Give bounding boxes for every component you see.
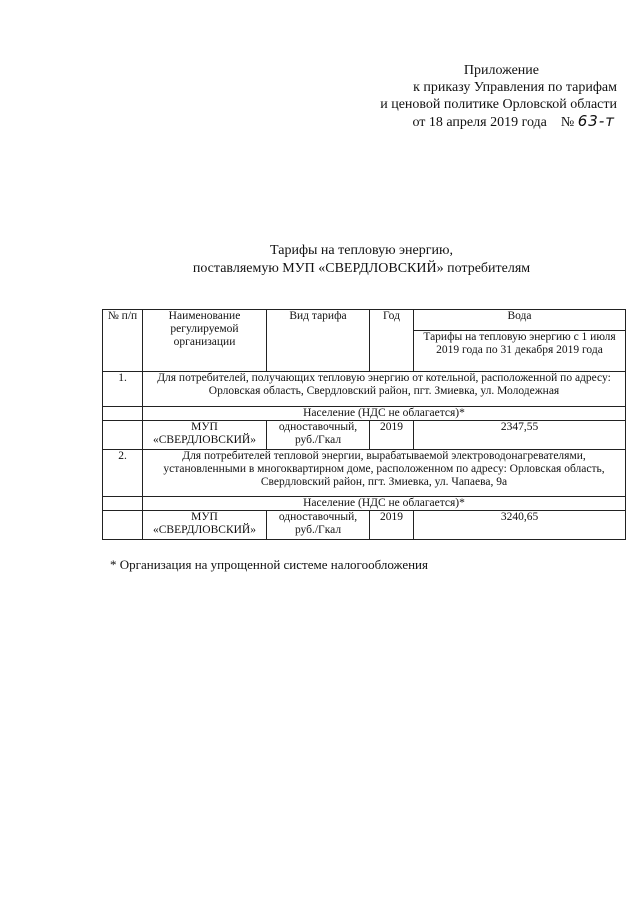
header-water-subtitle: Тарифы на тепловую энергию с 1 июля 2019 года по 31 декабря 2019 года bbox=[414, 331, 626, 372]
section-description: Для потребителей тепловой энергии, вырабатываемой электроводонагревателями, установленными в многоквартирном доме, расположенном по адресу: Орловская область, Свердловский район, пгт. Змиевка, ул. Чапаева, 9а bbox=[143, 450, 626, 497]
header-num: № п/п bbox=[103, 310, 143, 372]
appendix-block bbox=[297, 62, 617, 131]
order-number-handwritten: 63-т bbox=[577, 112, 615, 130]
tariff-type: одноставочный, руб./Гкал bbox=[267, 511, 370, 540]
header-tariff-type: Вид тарифа bbox=[267, 310, 370, 372]
table-row bbox=[103, 372, 626, 407]
tariff-table bbox=[102, 309, 626, 540]
header-water: Вода bbox=[414, 310, 626, 331]
title-line-1: Тарифы на тепловую энергию, bbox=[270, 243, 453, 258]
org-name: МУП «СВЕРДЛОВСКИЙ» bbox=[143, 421, 267, 450]
table-row bbox=[103, 450, 626, 497]
org-name: МУП «СВЕРДЛОВСКИЙ» bbox=[143, 511, 267, 540]
tariff-value: 3240,65 bbox=[414, 511, 626, 540]
appendix-date-line bbox=[297, 113, 615, 131]
header-org: Наименование регулируемой организации bbox=[143, 310, 267, 372]
table-row bbox=[103, 511, 626, 540]
appendix-order-reference: к приказу Управления по тарифам bbox=[413, 80, 617, 95]
footnote: * Организация на упрощенной системе налогообложения bbox=[110, 557, 428, 572]
header-year: Год bbox=[370, 310, 414, 372]
tariff-year: 2019 bbox=[370, 421, 414, 450]
order-number-label: № bbox=[560, 115, 575, 130]
table-row bbox=[103, 421, 626, 450]
title-line-2: поставляемую МУП «СВЕРДЛОВСКИЙ» потребителям bbox=[192, 261, 531, 276]
tariff-year: 2019 bbox=[370, 511, 414, 540]
table-row bbox=[103, 407, 626, 421]
population-label: Население (НДС не облагается)* bbox=[143, 497, 626, 511]
section-number: 2. bbox=[103, 450, 143, 497]
document-title bbox=[0, 242, 639, 278]
table-row bbox=[103, 497, 626, 511]
appendix-date: от 18 апреля 2019 года bbox=[412, 115, 547, 130]
tariff-value: 2347,55 bbox=[414, 421, 626, 450]
table-header-row bbox=[103, 310, 626, 331]
appendix-authority: и ценовой политике Орловской области bbox=[380, 97, 617, 112]
population-label: Население (НДС не облагается)* bbox=[143, 407, 626, 421]
appendix-title: Приложение bbox=[463, 63, 539, 78]
section-description: Для потребителей, получающих тепловую энергию от котельной, расположенной по адресу: Орловская область, Свердловский район, пгт. Змиевка, ул. Молодежная bbox=[143, 372, 626, 407]
tariff-type: одноставочный, руб./Гкал bbox=[267, 421, 370, 450]
section-number: 1. bbox=[103, 372, 143, 407]
